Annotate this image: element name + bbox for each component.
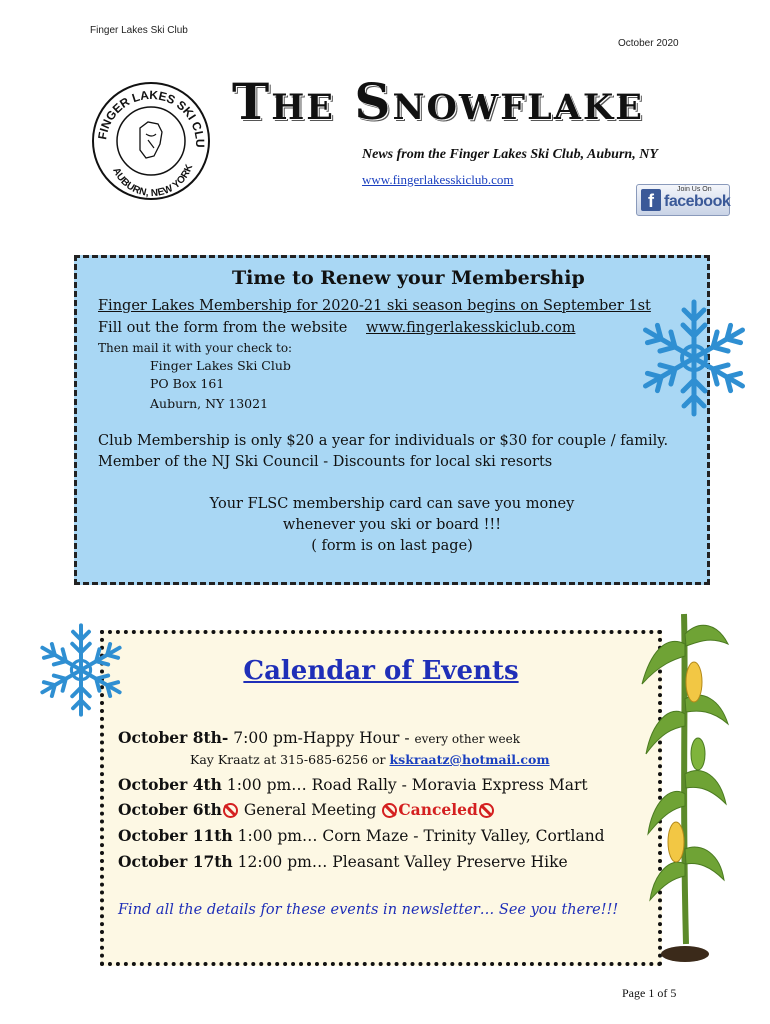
calendar-title: Calendar of Events [243,656,519,686]
logo-text-bottom: AUBURN, NEW YORK [110,162,196,200]
event-text: 1:00 pm… Corn Maze - Trinity Valley, Cortland [232,827,605,845]
calendar-footer: Find all the details for these events in newsletter… See you there!!! [118,902,619,918]
membership-card-line: whenever you ski or board !!! [282,517,502,533]
facebook-wordmark: facebook [664,193,731,210]
event-text: 12:00 pm… Pleasant Valley Preserve Hike [232,853,568,871]
event-text: 1:00 pm… Road Rally - Moravia Express Mart [221,776,588,794]
newsletter-subtitle: News from the Finger Lakes Ski Club, Auburn, NY [362,147,658,162]
contact-text: Kay Kraatz at 315-685-6256 or [190,752,390,767]
prohibited-icon [223,803,238,818]
website-link[interactable]: www.fingerlakesskiclub.com [362,172,514,187]
membership-council: Member of the NJ Ski Council - Discounts for local ski resorts [98,454,553,470]
event-row [118,775,588,794]
prohibited-icon [479,803,494,818]
prohibited-icon [382,803,397,818]
logo-text-top: FINGER LAKES SKI CLUB [85,69,208,148]
event-row [118,852,568,871]
address-line: Auburn, NY 13021 [150,396,269,411]
running-header-club: Finger Lakes Ski Club [90,25,188,36]
snowflake-icon [640,296,748,420]
event-date: October 8th- [118,728,229,747]
facebook-icon: f [641,189,661,211]
club-logo [85,69,212,202]
event-date: October 6th [118,800,222,819]
membership-form-line: Fill out the form from the website [98,320,348,336]
membership-price: Club Membership is only $20 a year for individuals or $30 for couple / family. [98,433,669,449]
event-contact [190,752,550,767]
membership-title: Time to Renew your Membership [232,267,585,289]
facebook-join-label: Join Us On [677,186,712,193]
event-row [118,800,495,819]
address-line: PO Box 161 [150,376,225,391]
membership-card-line: ( form is on last page) [311,538,473,554]
event-text: 7:00 pm-Happy Hour - [228,729,415,747]
address-line: Finger Lakes Ski Club [150,358,291,373]
contact-email-link[interactable]: kskraatz@hotmail.com [389,752,550,767]
event-row [118,728,520,747]
facebook-button[interactable] [636,184,730,216]
event-row [118,826,605,845]
issue-date: October 2020 [618,38,679,49]
canceled-status: Canceled [398,800,478,819]
membership-website-link[interactable]: www.fingerlakesskiclub.com [366,320,576,336]
membership-season-line: Finger Lakes Membership for 2020-21 ski season begins on September 1st [98,298,651,314]
event-text: General Meeting [238,801,382,819]
event-extra: every other week [414,732,520,746]
event-date: October 17th [118,852,233,871]
membership-card-line: Your FLSC membership card can save you money [209,496,575,512]
event-date: October 11th [118,826,233,845]
newsletter-title: The Snowflake [232,72,644,131]
page-number: Page 1 of 5 [622,986,677,1000]
membership-mail-intro: Then mail it with your check to: [98,341,293,355]
event-date: October 4th [118,775,222,794]
